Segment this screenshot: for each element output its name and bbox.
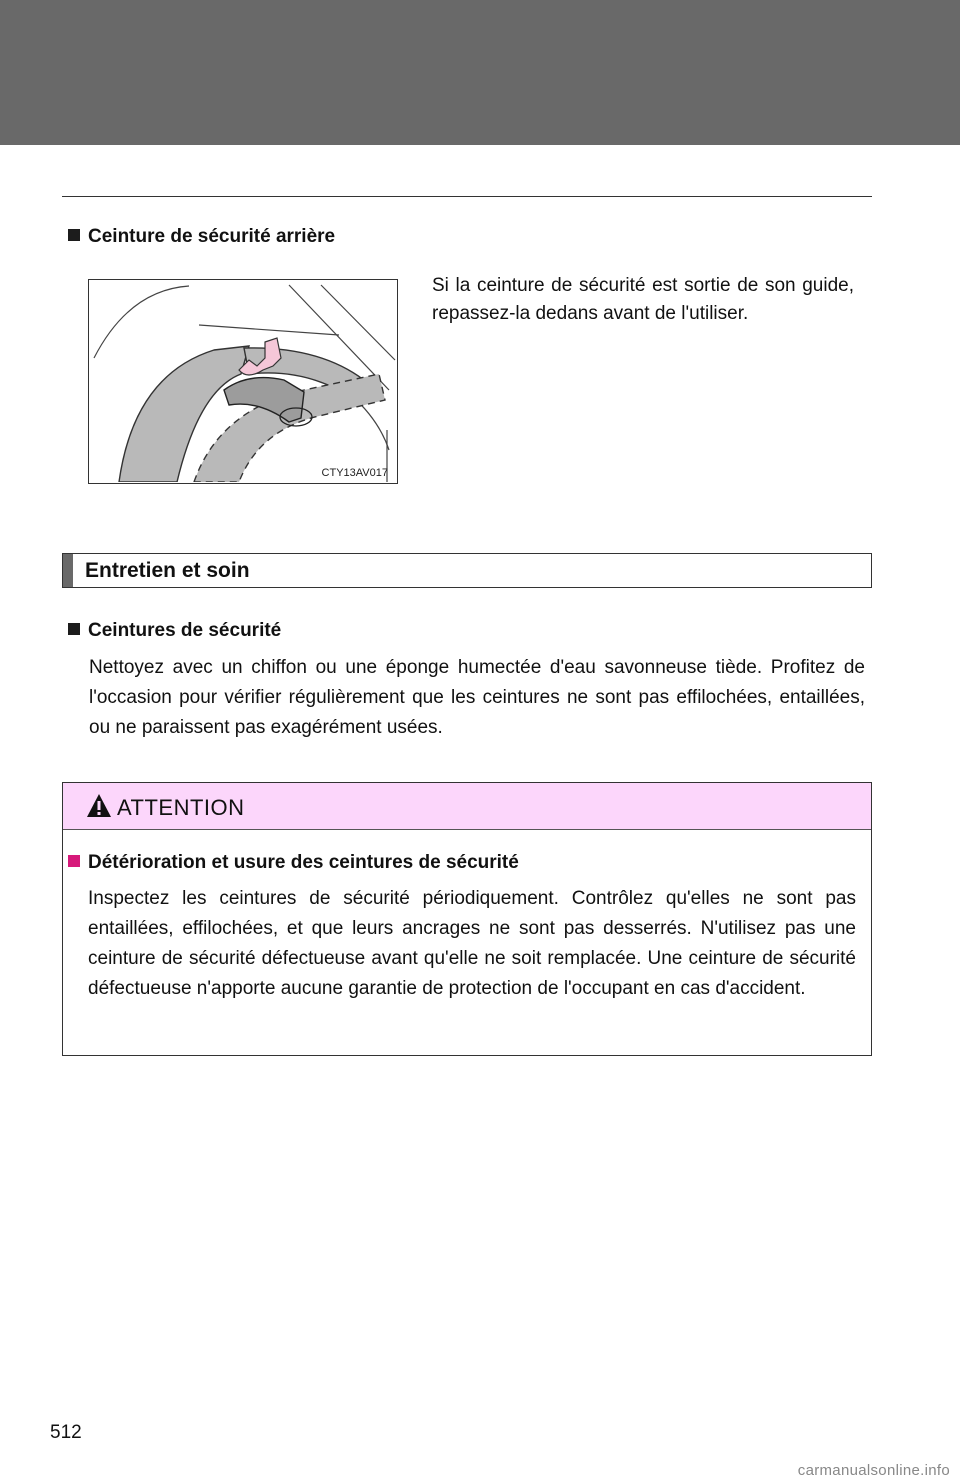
rear-belt-instruction: Si la ceinture de sécurité est sortie de son guide, repassez-la dedans avant de l'utiliser. xyxy=(432,275,854,324)
seatbelts-heading-text: Ceintures de sécurité xyxy=(88,620,282,641)
rear-belt-illustration xyxy=(88,279,398,484)
warning-triangle-icon xyxy=(86,793,112,819)
section-stripe xyxy=(63,554,73,587)
page-number: 512 xyxy=(50,1422,82,1443)
square-bullet-icon xyxy=(68,623,80,635)
pink-square-bullet-icon xyxy=(68,855,80,867)
figure-code: CTY13AV017 xyxy=(321,467,388,479)
square-bullet-icon xyxy=(68,229,80,241)
attention-text: Inspectez les ceintures de sécurité périodiquement. Contrôlez qu'elles ne sont pas entaillées, effilochées, et que leurs ancrages ne sont pas desserrés. N'utilisez pas une ceinture de sécurité défectueuse avant qu'elle ne soit remplacée. Une ceinture de sécurité défectueuse n'apporte aucune garantie de protection de l'occupant en cas d'accident. xyxy=(88,888,856,999)
seatbelts-heading xyxy=(68,619,281,643)
top-rule xyxy=(62,196,872,197)
attention-box xyxy=(62,782,872,1056)
attention-heading-text: Détérioration et usure des ceintures de sécurité xyxy=(88,852,519,873)
seatbelts-cleaning-text: Nettoyez avec un chiffon ou une éponge humectée d'eau savonneuse tiède. Profitez de l'occasion pour vérifier régulièrement que les ceintures ne sont pas effilochées, entaillées, ou ne paraissent pas exagérément usées. xyxy=(89,657,865,738)
seatbelt-guide-drawing xyxy=(89,280,396,482)
header-band xyxy=(0,0,960,145)
attention-heading xyxy=(68,851,519,875)
rear-belt-heading-text: Ceinture de sécurité arrière xyxy=(88,226,336,247)
section-header xyxy=(62,553,872,588)
attention-header xyxy=(63,783,871,830)
rear-belt-heading xyxy=(68,225,335,249)
attention-title: ATTENTION xyxy=(117,795,245,820)
section-title: Entretien et soin xyxy=(85,559,250,582)
watermark: carmanualsonline.info xyxy=(797,1462,950,1479)
